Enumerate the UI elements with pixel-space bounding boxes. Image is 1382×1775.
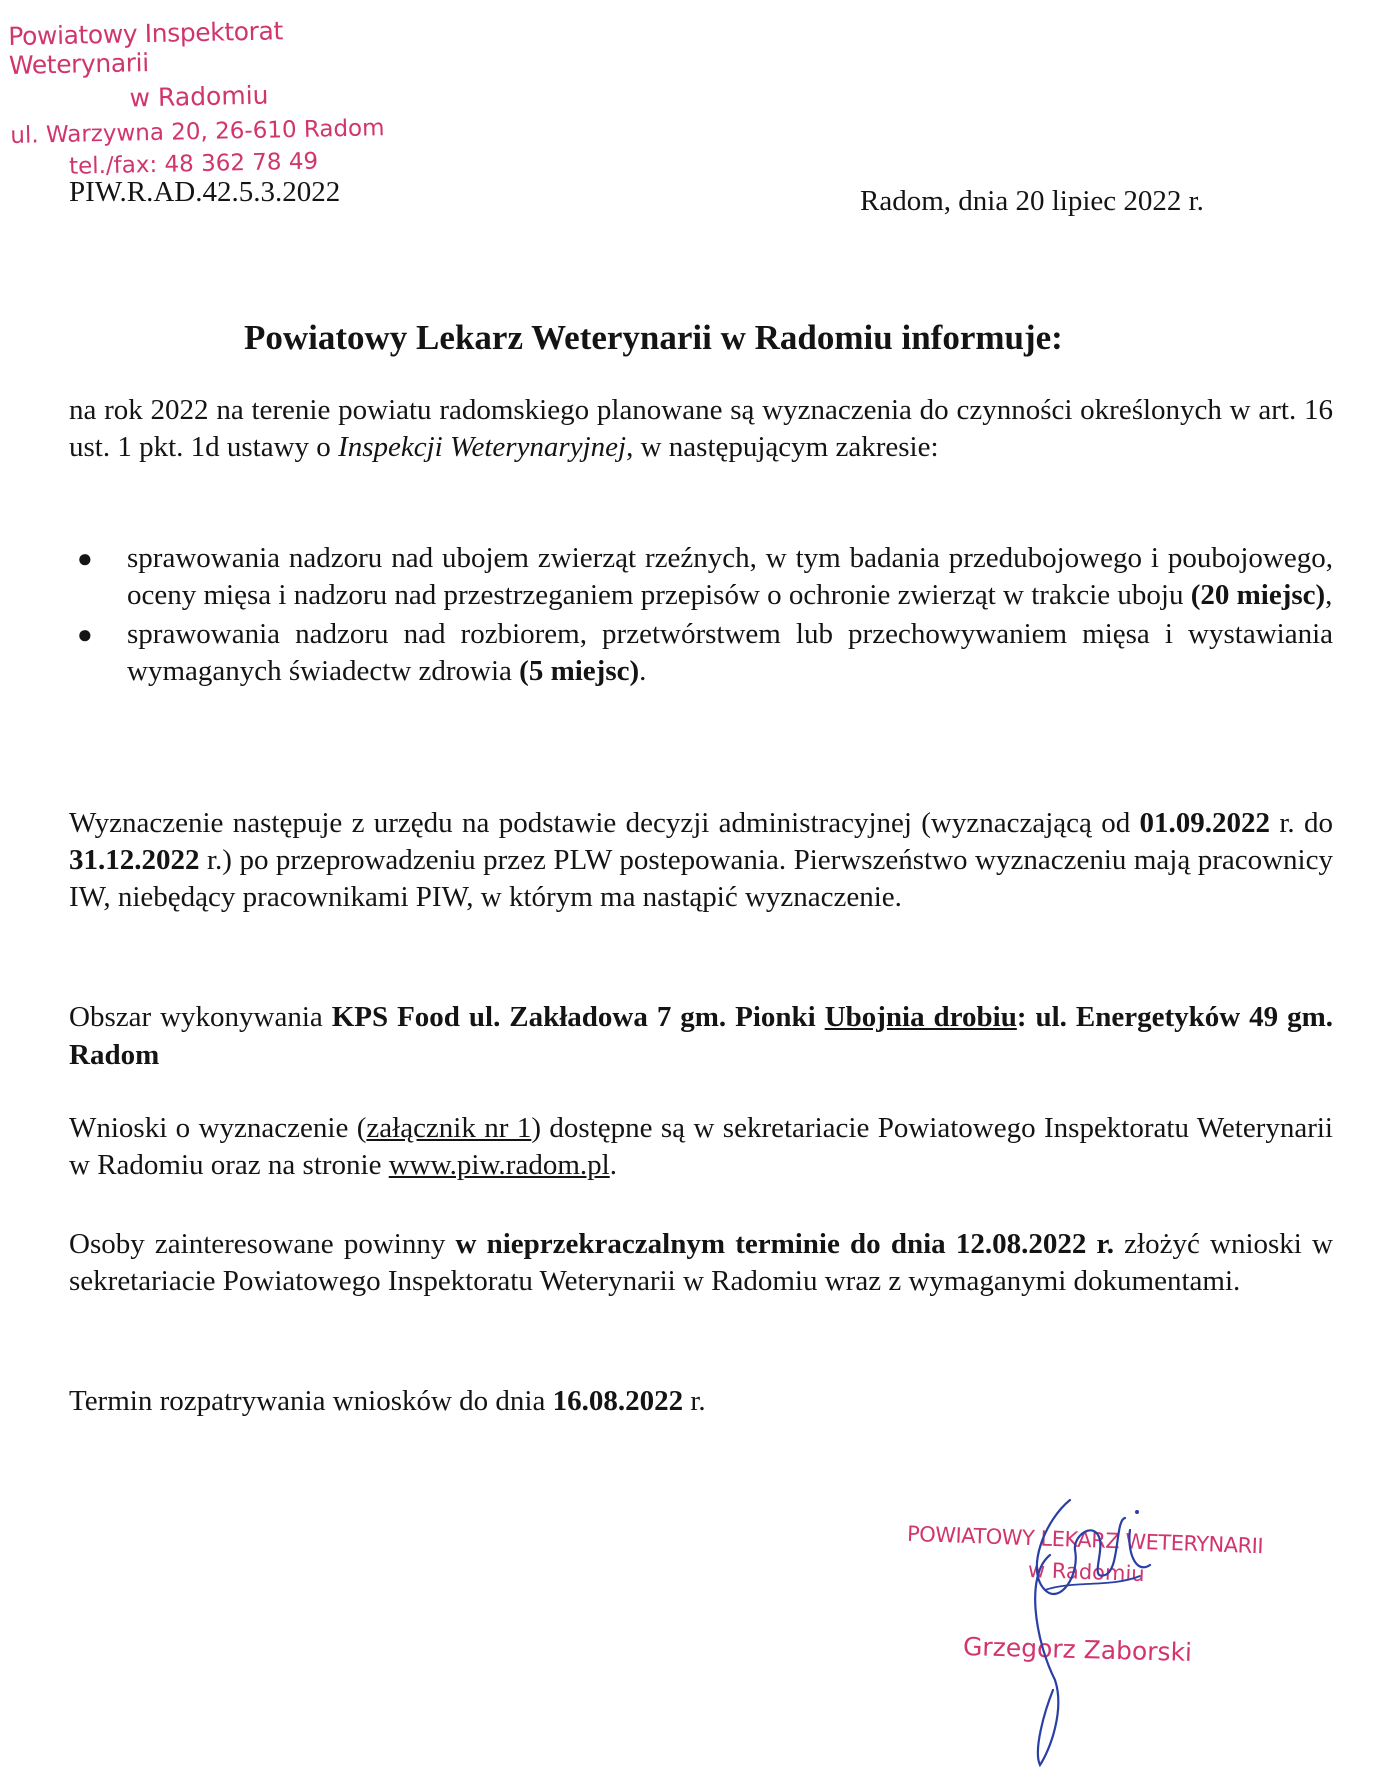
stamp-office-address: ul. Warzywna 20, 26-610 Radom [10, 115, 385, 149]
area-label: Obszar wykonywania [69, 1001, 332, 1033]
intro-text-b: , w następującym zakresie: [626, 431, 939, 463]
area-location-1: KPS Food ul. Zakładowa 7 gm. Pionki [331, 1001, 825, 1033]
review-text-b: r. [683, 1385, 706, 1417]
attachment-link[interactable]: załącznik nr 1 [366, 1112, 532, 1144]
stamp-office-phone: tel./fax: 48 362 78 49 [68, 148, 319, 180]
stamp-office-city: w Radomiu [129, 80, 269, 113]
deadline-paragraph [69, 1226, 1333, 1300]
review-date: 16.08.2022 [552, 1385, 684, 1417]
applications-text-a: Wnioski o wyznaczenie ( [69, 1112, 367, 1144]
document-date: Radom, dnia 20 lipiec 2022 r. [860, 185, 1204, 217]
intro-text-a: na rok 2022 na terenie powiatu radomskiego planowane są wyznaczenia do czynności określonych w art. 16 ust. 1 pkt. 1d ustawy o [69, 394, 1333, 463]
document-title: Powiatowy Lekarz Weterynarii w Radomiu informuje: [244, 318, 1063, 357]
list-item-count: (20 miejsc) [1190, 579, 1326, 611]
applications-text-c: . [609, 1149, 617, 1181]
reference-number: PIW.R.AD.42.5.3.2022 [69, 176, 341, 208]
appointment-date-from: 01.09.2022 [1139, 807, 1271, 839]
area-paragraph [69, 998, 1333, 1074]
review-paragraph [69, 1383, 1333, 1420]
list-item [69, 540, 1333, 614]
review-text-a: Termin rozpatrywania wniosków do dnia [69, 1385, 553, 1417]
signature-stamp-city: w Radomiu [1027, 1557, 1146, 1587]
applications-text-b: ) dostępne są w sekretariacie Powiatowego Inspektoratu Weterynarii w Radomiu oraz na stronie [69, 1112, 1333, 1181]
intro-paragraph [69, 392, 1333, 466]
list-item [69, 616, 1333, 690]
signatory-name: Grzegorz Zaborski [962, 1632, 1193, 1667]
appointment-date-to: 31.12.2022 [69, 844, 200, 876]
list-item-tail: . [639, 655, 647, 687]
applications-paragraph [69, 1110, 1333, 1184]
area-location-2-name: Ubojnia drobiu [824, 1001, 1017, 1033]
scope-list [69, 540, 1333, 692]
area-location-2-address: : ul. Energetyków 49 gm. Radom [69, 1001, 1333, 1071]
list-item-count: (5 miejsc) [519, 655, 640, 687]
deadline-text-a: Osoby zainteresowane powinny [69, 1228, 456, 1260]
list-item-tail: , [1325, 579, 1333, 611]
deadline-date: w nieprzekraczalnym terminie do dnia 12.08.2022 r. [455, 1228, 1114, 1260]
signature-stamp-title: POWIATOWY LEKARZ WETERYNARII [906, 1521, 1264, 1559]
appointment-text-c: r.) po przeprowadzeniu przez PLW postepowania. Pierwszeństwo wyznaczeniu mają pracownicy IW, niebędący pracownikami PIW, w którym ma nastąpić wyznaczenie. [69, 844, 1333, 913]
bullet-icon: ● [77, 620, 93, 649]
office-header-stamp [8, 14, 396, 181]
list-item-text: sprawowania nadzoru nad rozbiorem, przetwórstwem lub przechowywaniem mięsa i wystawiania wymaganych świadectw zdrowia [127, 618, 1333, 687]
stamp-office-name: Powiatowy Inspektorat Weterynarii [8, 16, 284, 80]
appointment-paragraph [69, 805, 1333, 916]
list-item-text: sprawowania nadzoru nad ubojem zwierząt rzeźnych, w tym badania przedubojowego i poubojowego, oceny mięsa i nadzoru nad przestrzeganiem przepisów o ochronie zwierząt w trakcie uboju [127, 542, 1333, 611]
bullet-icon: ● [77, 544, 93, 573]
appointment-text-a: Wyznaczenie następuje z urzędu na podstawie decyzji administracyjnej (wyznaczającą od [69, 807, 1140, 839]
handwritten-signature-icon [905, 1480, 1305, 1770]
law-name: Inspekcji Weterynaryjnej [338, 431, 627, 463]
signature-block [905, 1480, 1305, 1770]
deadline-text-b: złożyć wnioski w sekretariacie Powiatowego Inspektoratu Weterynarii w Radomiu wraz z wymaganymi dokumentami. [69, 1228, 1333, 1297]
website-link[interactable]: www.piw.radom.pl [388, 1149, 610, 1181]
appointment-text-b: r. do [1270, 807, 1334, 839]
